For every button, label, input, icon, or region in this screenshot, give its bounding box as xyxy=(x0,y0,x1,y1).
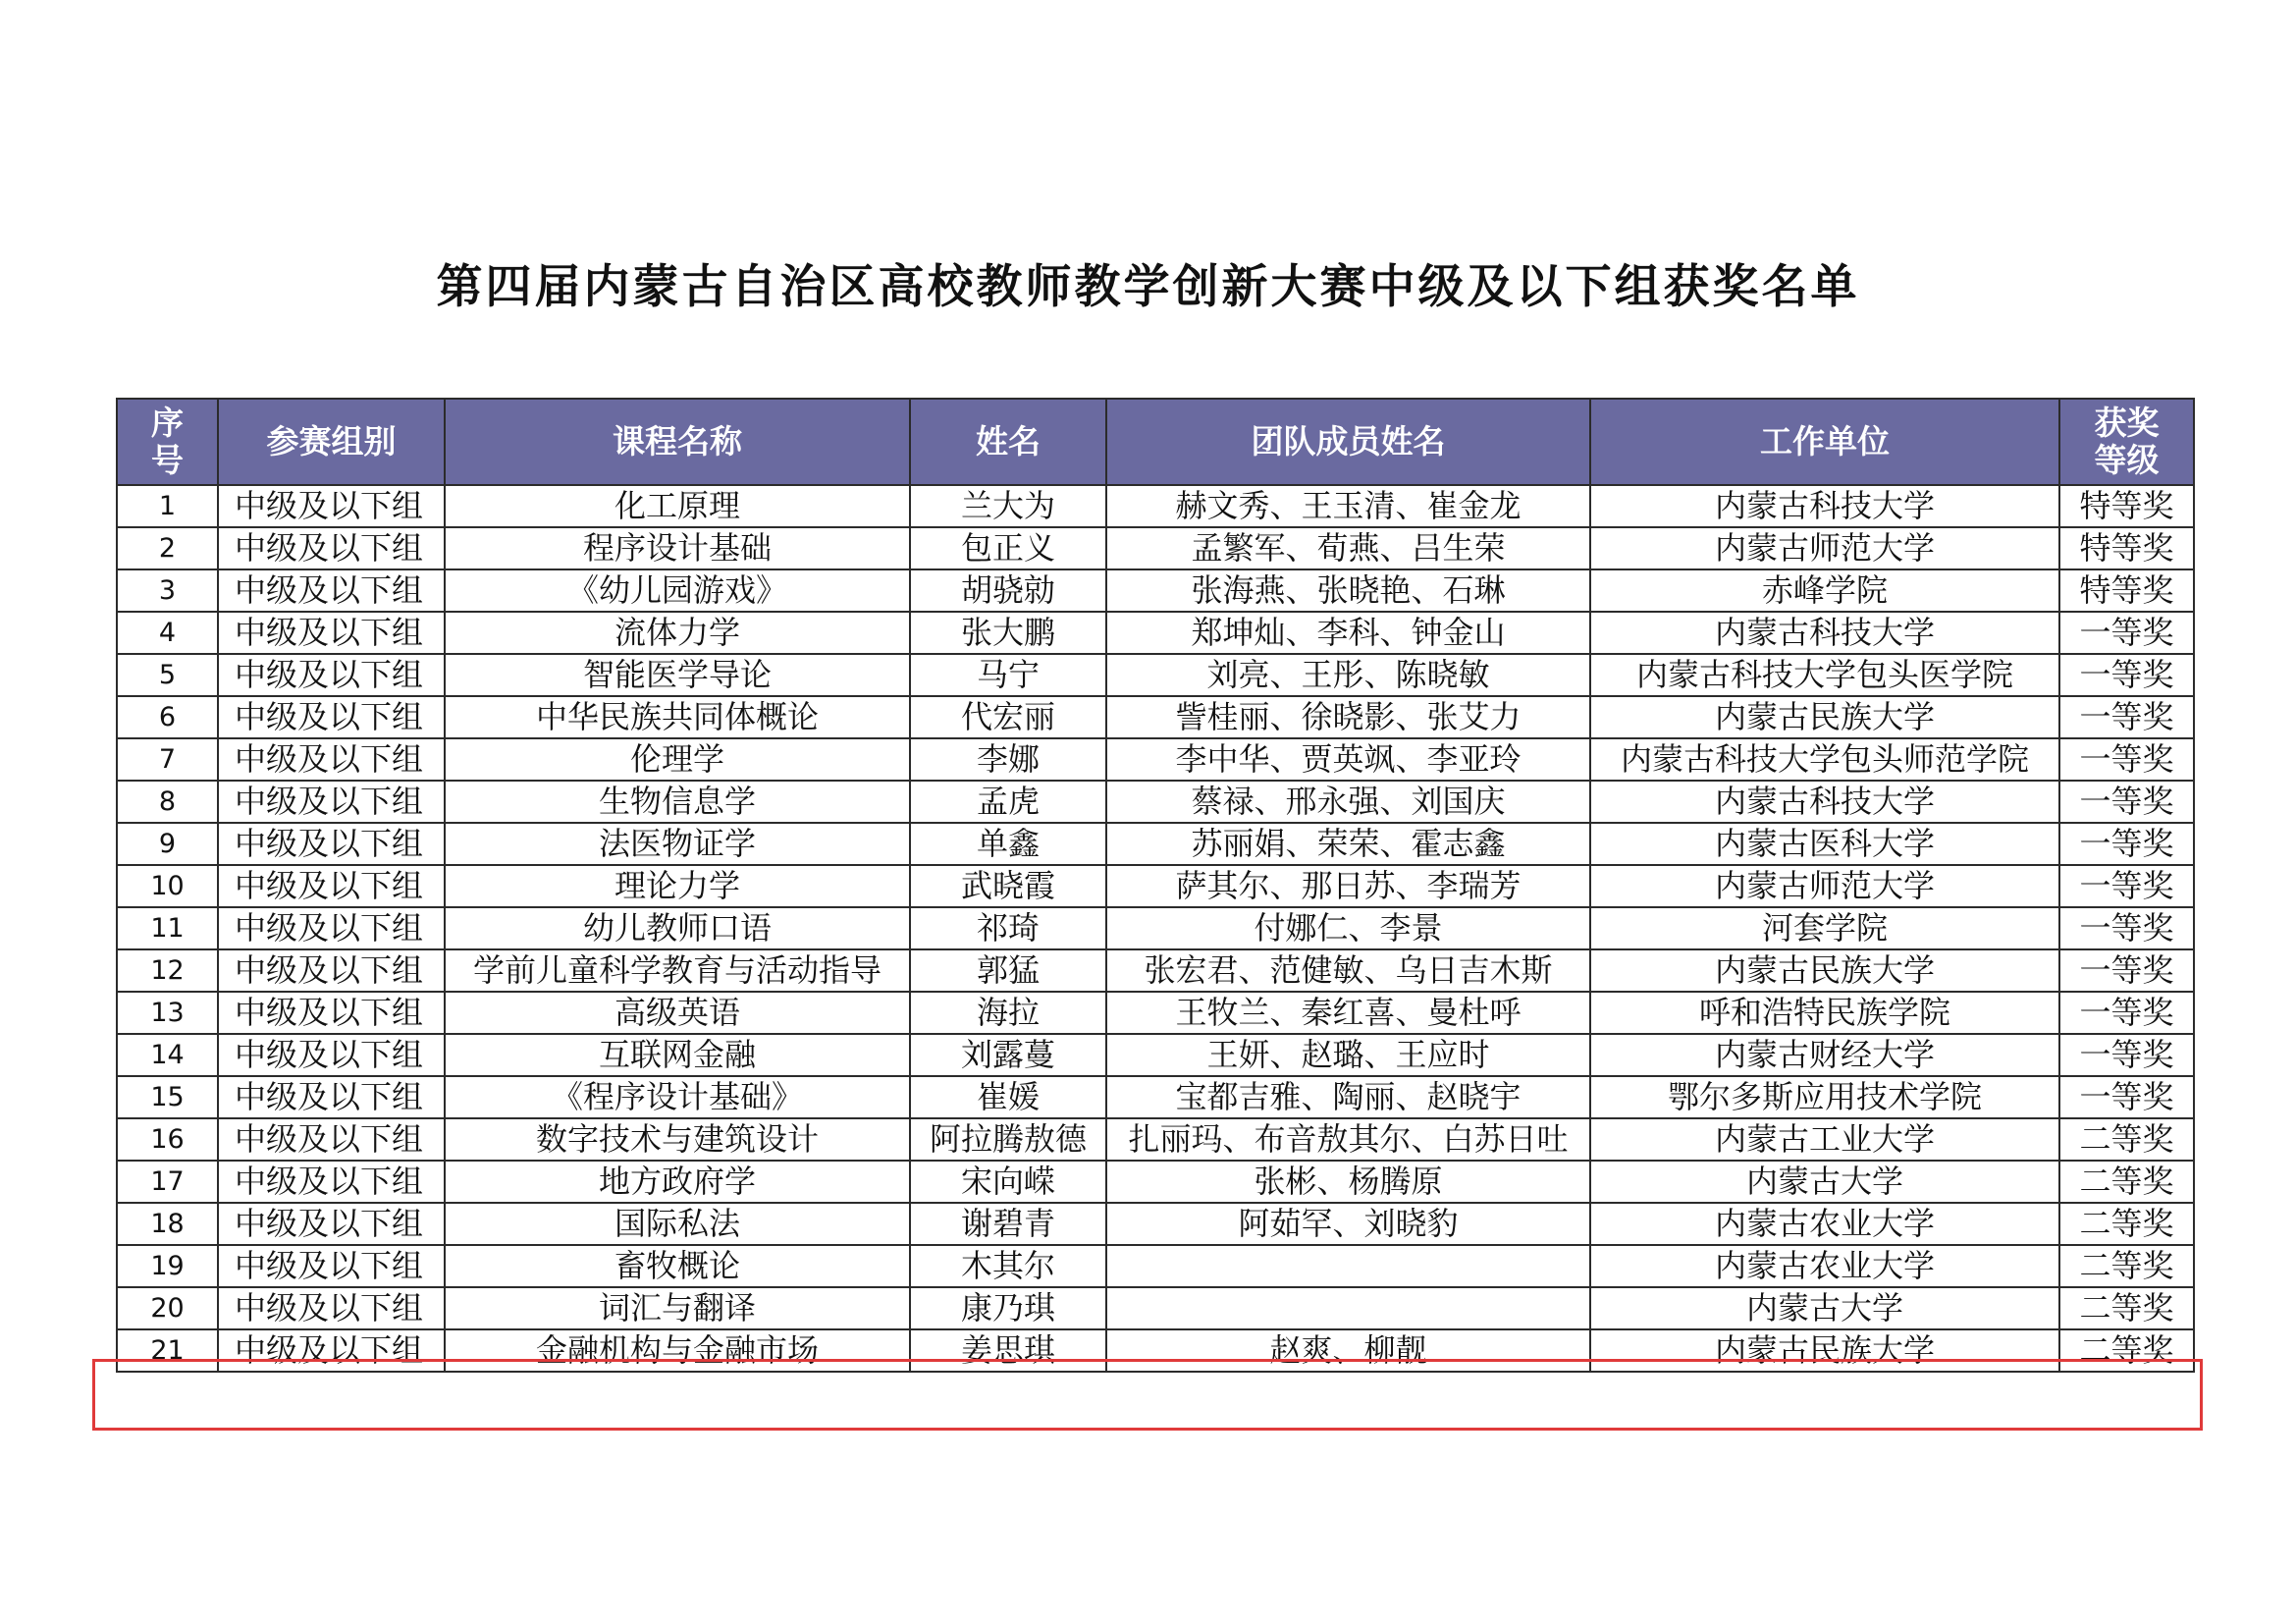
cell-group: 中级及以下组 xyxy=(218,1245,445,1287)
table-row xyxy=(117,1034,2194,1076)
table-row xyxy=(117,1161,2194,1203)
cell-no: 10 xyxy=(117,865,218,907)
cell-group: 中级及以下组 xyxy=(218,696,445,738)
header-team: 团队成员姓名 xyxy=(1106,399,1590,485)
cell-unit: 内蒙古科技大学 xyxy=(1590,781,2059,823)
cell-name: 马宁 xyxy=(910,654,1106,696)
cell-unit: 内蒙古民族大学 xyxy=(1590,696,2059,738)
header-award-line2: 等级 xyxy=(2094,441,2160,479)
cell-team: 宝都吉雅、陶丽、赵晓宇 xyxy=(1106,1076,1590,1118)
cell-award: 二等奖 xyxy=(2059,1245,2194,1287)
cell-team: 王妍、赵璐、王应时 xyxy=(1106,1034,1590,1076)
header-row xyxy=(117,399,2194,485)
header-unit: 工作单位 xyxy=(1590,399,2059,485)
cell-unit: 内蒙古医科大学 xyxy=(1590,823,2059,865)
cell-no: 3 xyxy=(117,569,218,612)
cell-group: 中级及以下组 xyxy=(218,1287,445,1329)
table-row xyxy=(117,907,2194,949)
cell-course: 理论力学 xyxy=(445,865,910,907)
cell-course: 畜牧概论 xyxy=(445,1245,910,1287)
cell-unit: 内蒙古工业大学 xyxy=(1590,1118,2059,1161)
cell-no: 12 xyxy=(117,949,218,992)
cell-team: 张宏君、范健敏、乌日吉木斯 xyxy=(1106,949,1590,992)
cell-name: 胡骁勍 xyxy=(910,569,1106,612)
cell-award: 一等奖 xyxy=(2059,865,2194,907)
cell-team: 扎丽玛、布音敖其尔、白苏日吐 xyxy=(1106,1118,1590,1161)
cell-unit: 内蒙古大学 xyxy=(1590,1161,2059,1203)
page-title: 第四届内蒙古自治区高校教师教学创新大赛中级及以下组获奖名单 xyxy=(436,260,1860,314)
cell-team: 赫文秀、王玉清、崔金龙 xyxy=(1106,485,1590,527)
cell-group: 中级及以下组 xyxy=(218,781,445,823)
cell-unit: 内蒙古科技大学 xyxy=(1590,485,2059,527)
cell-course: 伦理学 xyxy=(445,738,910,781)
cell-no: 17 xyxy=(117,1161,218,1203)
cell-team: 王牧兰、秦红喜、曼杜呼 xyxy=(1106,992,1590,1034)
cell-name: 祁琦 xyxy=(910,907,1106,949)
cell-group: 中级及以下组 xyxy=(218,1329,445,1372)
cell-unit: 内蒙古大学 xyxy=(1590,1287,2059,1329)
cell-unit: 内蒙古科技大学包头医学院 xyxy=(1590,654,2059,696)
cell-group: 中级及以下组 xyxy=(218,527,445,569)
cell-group: 中级及以下组 xyxy=(218,907,445,949)
cell-unit: 赤峰学院 xyxy=(1590,569,2059,612)
cell-no: 19 xyxy=(117,1245,218,1287)
cell-course: 化工原理 xyxy=(445,485,910,527)
cell-group: 中级及以下组 xyxy=(218,1076,445,1118)
cell-team: 蔡禄、邢永强、刘国庆 xyxy=(1106,781,1590,823)
cell-no: 5 xyxy=(117,654,218,696)
cell-name: 木其尔 xyxy=(910,1245,1106,1287)
cell-no: 11 xyxy=(117,907,218,949)
cell-team xyxy=(1106,1287,1590,1329)
cell-name: 阿拉腾敖德 xyxy=(910,1118,1106,1161)
cell-group: 中级及以下组 xyxy=(218,738,445,781)
cell-name: 崔媛 xyxy=(910,1076,1106,1118)
cell-course: 互联网金融 xyxy=(445,1034,910,1076)
cell-award: 一等奖 xyxy=(2059,612,2194,654)
cell-award: 二等奖 xyxy=(2059,1118,2194,1161)
cell-name: 李娜 xyxy=(910,738,1106,781)
cell-unit: 河套学院 xyxy=(1590,907,2059,949)
cell-group: 中级及以下组 xyxy=(218,612,445,654)
cell-team: 张海燕、张晓艳、石琳 xyxy=(1106,569,1590,612)
cell-group: 中级及以下组 xyxy=(218,569,445,612)
table-row xyxy=(117,696,2194,738)
cell-group: 中级及以下组 xyxy=(218,1034,445,1076)
cell-unit: 内蒙古民族大学 xyxy=(1590,1329,2059,1372)
table-row xyxy=(117,485,2194,527)
cell-course: 《程序设计基础》 xyxy=(445,1076,910,1118)
cell-no: 4 xyxy=(117,612,218,654)
cell-group: 中级及以下组 xyxy=(218,865,445,907)
cell-award: 一等奖 xyxy=(2059,907,2194,949)
cell-group: 中级及以下组 xyxy=(218,485,445,527)
table-row xyxy=(117,1287,2194,1329)
table-row xyxy=(117,569,2194,612)
cell-team: 李中华、贾英飒、李亚玲 xyxy=(1106,738,1590,781)
header-no-line1: 序 xyxy=(151,404,184,442)
cell-group: 中级及以下组 xyxy=(218,1118,445,1161)
award-table xyxy=(116,398,2195,1373)
cell-team: 付娜仁、李景 xyxy=(1106,907,1590,949)
cell-award: 二等奖 xyxy=(2059,1161,2194,1203)
header-award-line1: 获奖 xyxy=(2094,404,2160,442)
cell-course: 金融机构与金融市场 xyxy=(445,1329,910,1372)
cell-no: 2 xyxy=(117,527,218,569)
cell-course: 词汇与翻译 xyxy=(445,1287,910,1329)
cell-team: 苏丽娟、荣荣、霍志鑫 xyxy=(1106,823,1590,865)
cell-award: 特等奖 xyxy=(2059,485,2194,527)
cell-unit: 内蒙古民族大学 xyxy=(1590,949,2059,992)
cell-unit: 内蒙古科技大学包头师范学院 xyxy=(1590,738,2059,781)
table-row xyxy=(117,1245,2194,1287)
header-no xyxy=(117,399,218,485)
cell-no: 9 xyxy=(117,823,218,865)
cell-unit: 内蒙古师范大学 xyxy=(1590,527,2059,569)
cell-name: 武晓霞 xyxy=(910,865,1106,907)
header-award xyxy=(2059,399,2194,485)
table-row xyxy=(117,1076,2194,1118)
table-row xyxy=(117,1203,2194,1245)
cell-course: 幼儿教师口语 xyxy=(445,907,910,949)
cell-course: 流体力学 xyxy=(445,612,910,654)
cell-no: 14 xyxy=(117,1034,218,1076)
cell-group: 中级及以下组 xyxy=(218,992,445,1034)
cell-award: 一等奖 xyxy=(2059,696,2194,738)
cell-no: 1 xyxy=(117,485,218,527)
cell-unit: 内蒙古财经大学 xyxy=(1590,1034,2059,1076)
cell-award: 二等奖 xyxy=(2059,1287,2194,1329)
cell-team: 郑坤灿、李科、钟金山 xyxy=(1106,612,1590,654)
cell-name: 刘露蔓 xyxy=(910,1034,1106,1076)
cell-award: 一等奖 xyxy=(2059,654,2194,696)
cell-award: 特等奖 xyxy=(2059,527,2194,569)
cell-award: 一等奖 xyxy=(2059,992,2194,1034)
header-name: 姓名 xyxy=(910,399,1106,485)
cell-name: 张大鹏 xyxy=(910,612,1106,654)
cell-course: 《幼儿园游戏》 xyxy=(445,569,910,612)
table-row xyxy=(117,865,2194,907)
cell-unit: 呼和浩特民族学院 xyxy=(1590,992,2059,1034)
cell-award: 一等奖 xyxy=(2059,949,2194,992)
header-group: 参赛组别 xyxy=(218,399,445,485)
cell-no: 20 xyxy=(117,1287,218,1329)
cell-name: 孟虎 xyxy=(910,781,1106,823)
table-row xyxy=(117,823,2194,865)
table-body xyxy=(117,485,2194,1372)
cell-team: 訾桂丽、徐晓影、张艾力 xyxy=(1106,696,1590,738)
table-row xyxy=(117,738,2194,781)
cell-team: 阿茹罕、刘晓豹 xyxy=(1106,1203,1590,1245)
cell-name: 海拉 xyxy=(910,992,1106,1034)
cell-award: 特等奖 xyxy=(2059,569,2194,612)
table-row xyxy=(117,1118,2194,1161)
cell-award: 一等奖 xyxy=(2059,1034,2194,1076)
cell-group: 中级及以下组 xyxy=(218,1161,445,1203)
cell-no: 21 xyxy=(117,1329,218,1372)
cell-team xyxy=(1106,1245,1590,1287)
cell-name: 包正义 xyxy=(910,527,1106,569)
header-no-line2: 号 xyxy=(151,441,184,479)
cell-name: 郭猛 xyxy=(910,949,1106,992)
cell-no: 18 xyxy=(117,1203,218,1245)
cell-unit: 内蒙古农业大学 xyxy=(1590,1203,2059,1245)
cell-name: 单鑫 xyxy=(910,823,1106,865)
cell-name: 姜思琪 xyxy=(910,1329,1106,1372)
cell-name: 代宏丽 xyxy=(910,696,1106,738)
cell-course: 法医物证学 xyxy=(445,823,910,865)
cell-no: 15 xyxy=(117,1076,218,1118)
cell-no: 13 xyxy=(117,992,218,1034)
cell-award: 一等奖 xyxy=(2059,738,2194,781)
cell-no: 7 xyxy=(117,738,218,781)
cell-no: 16 xyxy=(117,1118,218,1161)
cell-award: 一等奖 xyxy=(2059,781,2194,823)
cell-award: 一等奖 xyxy=(2059,1076,2194,1118)
cell-course: 国际私法 xyxy=(445,1203,910,1245)
cell-unit: 内蒙古农业大学 xyxy=(1590,1245,2059,1287)
cell-name: 谢碧青 xyxy=(910,1203,1106,1245)
cell-team: 赵爽、柳靓 xyxy=(1106,1329,1590,1372)
cell-course: 生物信息学 xyxy=(445,781,910,823)
cell-name: 宋向嵘 xyxy=(910,1161,1106,1203)
cell-group: 中级及以下组 xyxy=(218,654,445,696)
header-course: 课程名称 xyxy=(445,399,910,485)
cell-group: 中级及以下组 xyxy=(218,949,445,992)
cell-course: 学前儿童科学教育与活动指导 xyxy=(445,949,910,992)
cell-course: 智能医学导论 xyxy=(445,654,910,696)
cell-group: 中级及以下组 xyxy=(218,823,445,865)
cell-unit: 鄂尔多斯应用技术学院 xyxy=(1590,1076,2059,1118)
cell-name: 康乃琪 xyxy=(910,1287,1106,1329)
table-row xyxy=(117,527,2194,569)
cell-course: 程序设计基础 xyxy=(445,527,910,569)
cell-award: 一等奖 xyxy=(2059,823,2194,865)
table-row xyxy=(117,949,2194,992)
cell-team: 刘亮、王彤、陈晓敏 xyxy=(1106,654,1590,696)
cell-group: 中级及以下组 xyxy=(218,1203,445,1245)
cell-award: 二等奖 xyxy=(2059,1329,2194,1372)
table-row xyxy=(117,1329,2194,1372)
cell-name: 兰大为 xyxy=(910,485,1106,527)
cell-course: 地方政府学 xyxy=(445,1161,910,1203)
cell-course: 中华民族共同体概论 xyxy=(445,696,910,738)
table-row xyxy=(117,992,2194,1034)
table-row xyxy=(117,654,2194,696)
table-row xyxy=(117,612,2194,654)
cell-no: 8 xyxy=(117,781,218,823)
cell-course: 数字技术与建筑设计 xyxy=(445,1118,910,1161)
cell-team: 孟繁军、荀燕、吕生荣 xyxy=(1106,527,1590,569)
cell-no: 6 xyxy=(117,696,218,738)
cell-team: 萨其尔、那日苏、李瑞芳 xyxy=(1106,865,1590,907)
cell-award: 二等奖 xyxy=(2059,1203,2194,1245)
cell-course: 高级英语 xyxy=(445,992,910,1034)
table-row xyxy=(117,781,2194,823)
cell-unit: 内蒙古师范大学 xyxy=(1590,865,2059,907)
cell-unit: 内蒙古科技大学 xyxy=(1590,612,2059,654)
cell-team: 张彬、杨腾原 xyxy=(1106,1161,1590,1203)
